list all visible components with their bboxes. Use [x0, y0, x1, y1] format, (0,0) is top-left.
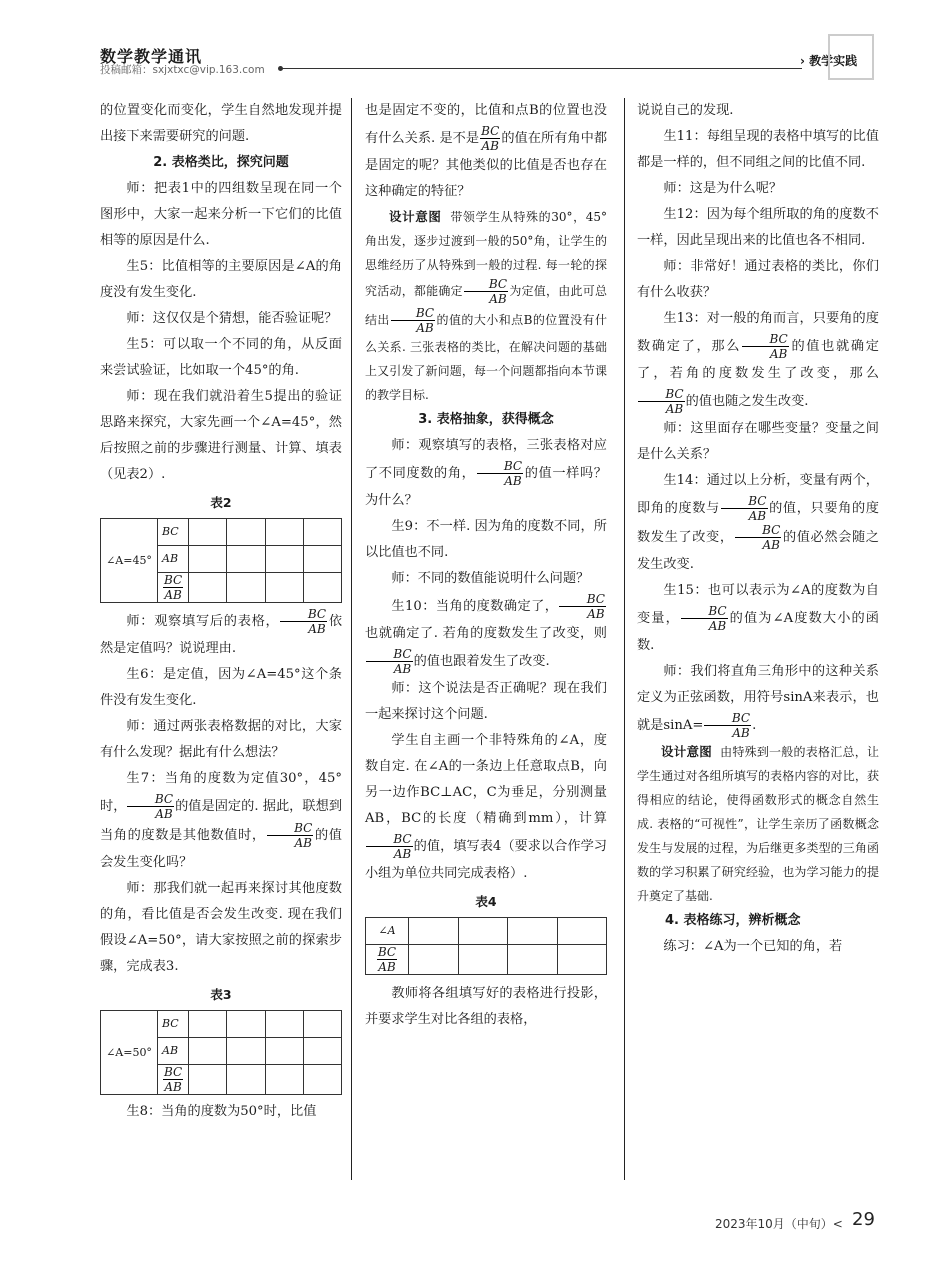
- journal-title: 数学教学通讯: [100, 47, 203, 66]
- fraction-bc-ab: $\frac{BC}{AB}$: [391, 306, 435, 335]
- table-angle-cell: ∠A: [366, 918, 409, 945]
- fraction-bc-ab: $\frac{BC}{AB}$: [681, 604, 728, 633]
- table-4: [365, 917, 607, 975]
- table-label-fraction: $\frac{BC}{AB}$: [158, 1065, 189, 1095]
- paragraph: 说说自己的发现.: [637, 103, 734, 118]
- table-label: BC: [158, 519, 189, 546]
- table-2-caption: 表2: [210, 495, 232, 510]
- table-label: AB: [158, 1038, 189, 1065]
- paragraph: 学生自主画一个非特殊角的∠A，度数自定. 在∠A的一条边上任意取点B，向另一边作BC⊥AC，C为垂足，分别测量AB，BC的长度（精确到mm），计算 $\frac{BC}{AB}$ 的值，填写表4（要求以合作学习小组为单位共同完成表格）.: [365, 733, 607, 881]
- header-rule: [282, 68, 802, 69]
- table-label: AB: [158, 546, 189, 573]
- paragraph: 师：那我们就一起再来探讨其他度数的角，看比值是否会发生改变. 现在我们假设∠A=50°，请大家按照之前的探索步骤，完成表3.: [100, 881, 342, 974]
- fraction-bc-ab: $\frac{BC}{AB}$: [481, 124, 500, 153]
- paragraph: 生7：当角的度数为定值30°，45°时， $\frac{BC}{AB}$ 的值是固定的. 据此，联想到当角的度数是其他数值时， $\frac{BC}{AB}$ 的值会发生变化吗？: [100, 771, 343, 870]
- paragraph: 师：观察填写的表格，三张表格对应了不同度数的角， $\frac{BC}{AB}$ 的值一样吗？为什么？: [365, 438, 607, 508]
- table-angle-cell: ∠A=50°: [101, 1011, 158, 1095]
- fraction-bc-ab: $\frac{BC}{AB}$: [559, 592, 606, 621]
- paragraph: 师：不同的数值能说明什么问题？: [391, 571, 590, 586]
- column-3: [637, 98, 879, 960]
- paragraph: 师：非常好！通过表格的类比，你们有什么收获？: [637, 259, 879, 300]
- page-number: 29: [852, 1209, 875, 1230]
- paragraph: 师：这里面存在哪些变量？变量之间是什么关系？: [637, 421, 879, 462]
- table-label: BC: [158, 1011, 189, 1038]
- section-heading-3: 3. 表格抽象，获得概念: [418, 412, 554, 427]
- paragraph: 师：这是为什么呢？: [663, 181, 783, 196]
- section-heading-4: 4. 表格练习，辨析概念: [665, 913, 801, 928]
- section-box-decoration: [828, 34, 874, 80]
- paragraph: 的位置变化而变化，学生自然地发现并提出接下来需要研究的问题.: [100, 103, 342, 144]
- paragraph: 也是固定不变的，比值和点B的位置也没有什么关系. 是不是 $\frac{BC}{AB}$ 的值在所有角中都是固定的呢？其他类似的比值是否也存在这种确定的特征？: [365, 103, 608, 199]
- paragraph: 生9：不一样. 因为角的度数不同，所以比值也不同.: [365, 519, 607, 560]
- design-intent-block: 设计意图 带领学生从特殊的30°，45°角出发，逐步过渡到一般的50°角，让学生的思维经历了从特殊到一般的过程. 每一轮的探究活动，都能确定 $\frac{BC}{AB}$ 为定值，由此可总结出 $\frac{BC}{AB}$ 的值的大小和点B的位置没有什么关系. 三张表格的类比，在解决问题的基础上又引发了新问题，每一个问题都指向本节课的教学目标.: [365, 209, 607, 402]
- fraction-bc-ab: $\frac{BC}{AB}$: [638, 387, 685, 416]
- submission-email: 投稿邮箱：sxjxtxc@vip.163.com: [100, 64, 265, 76]
- column-divider-1: [351, 98, 352, 1180]
- paragraph: 生13：对一般的角而言，只要角的度数确定了，那么 $\frac{BC}{AB}$ 的值也就确定了，若角的度数发生了改变，那么 $\frac{BC}{AB}$ 的值也随之发生改变.: [637, 311, 879, 416]
- table-angle-cell: ∠A=45°: [101, 519, 158, 603]
- section-heading-2: 2. 表格类比，探究问题: [153, 155, 289, 170]
- fraction-bc-ab: $\frac{BC}{AB}$: [267, 821, 314, 850]
- paragraph: 生6：是定值，因为∠A=45°这个条件没有发生变化.: [100, 667, 342, 708]
- fraction-bc-ab: $\frac{BC}{AB}$: [477, 459, 524, 488]
- section-label: › 教学实践: [800, 54, 858, 68]
- column-2: [365, 98, 607, 1033]
- table-label-fraction: $\frac{BC}{AB}$: [366, 945, 409, 975]
- paragraph: 练习：∠A为一个已知的角，若: [663, 939, 843, 954]
- paragraph: 生10：当角的度数确定了， $\frac{BC}{AB}$ 也就确定了. 若角的度数发生了改变，则 $\frac{BC}{AB}$ 的值也跟着发生了改变.: [365, 592, 607, 676]
- issue-date: 2023年10月（中旬）<: [715, 1217, 843, 1231]
- paragraph: 生14：通过以上分析，变量有两个，即角的度数与 $\frac{BC}{AB}$ 的值，只要角的度数发生了改变， $\frac{BC}{AB}$ 的值必然会随之发生改变.: [637, 473, 879, 572]
- fraction-bc-ab: $\frac{BC}{AB}$: [735, 523, 782, 552]
- fraction-bc-ab: $\frac{BC}{AB}$: [742, 332, 789, 361]
- paragraph: 师：通过两张表格数据的对比，大家有什么发现？据此有什么想法？: [100, 719, 342, 760]
- fraction-bc-ab: $\frac{BC}{AB}$: [366, 832, 413, 861]
- fraction-bc-ab: $\frac{BC}{AB}$: [280, 607, 327, 636]
- paragraph: 师：我们将直角三角形中的这种关系定义为正弦函数，用符号sinA来表示，也就是sinA= $\frac{BC}{AB}$ .: [637, 664, 879, 740]
- paragraph: 生11：每组呈现的表格中填写的比值都是一样的，但不同组之间的比值不同.: [637, 129, 879, 170]
- column-divider-2: [624, 98, 625, 1180]
- paragraph: 教师将各组填写好的表格进行投影，并要求学生对比各组的表格，: [365, 986, 607, 1027]
- fraction-bc-ab: $\frac{BC}{AB}$: [127, 792, 174, 821]
- paragraph: 师：这仅仅是个猜想，能否验证呢？: [126, 311, 338, 326]
- paragraph: 师：现在我们就沿着生5提出的验证思路来探究，大家先画一个∠A=45°，然后按照之前的步骤进行测量、计算、填表（见表2）.: [100, 389, 342, 482]
- table-3-caption: 表3: [210, 987, 232, 1002]
- column-1: [100, 98, 342, 1125]
- table-3: [100, 1010, 342, 1095]
- fraction-bc-ab: $\frac{BC}{AB}$: [366, 647, 413, 676]
- paragraph: 生8：当角的度数为50°时，比值: [126, 1104, 317, 1119]
- paragraph: 生5：比值相等的主要原因是∠A的角度没有发生变化.: [100, 259, 342, 300]
- fraction-bc-ab: $\frac{BC}{AB}$: [464, 277, 508, 306]
- fraction-bc-ab: $\frac{BC}{AB}$: [704, 711, 751, 740]
- paragraph: 师：把表1中的四组数呈现在同一个图形中，大家一起来分析一下它们的比值相等的原因是什么.: [100, 181, 342, 248]
- table-2: [100, 518, 342, 603]
- table-label-fraction: $\frac{BC}{AB}$: [158, 573, 189, 603]
- paragraph: 师：这个说法是否正确呢？现在我们一起来探讨这个问题.: [365, 681, 607, 722]
- design-intent-block: 设计意图 由特殊到一般的表格汇总，让学生通过对各组所填写的表格内容的对比，获得相应的结论，使得函数形式的概念自然生成. 表格的“可视性”，让学生亲历了函数概念发生与发展的过程，为后继更多类型的三角函数的学习积累了研究经验，也为学习能力的提升奠定了基础.: [637, 744, 879, 903]
- paragraph: 生12：因为每个组所取的角的度数不一样，因此呈现出来的比值也各不相同.: [637, 207, 879, 248]
- table-4-caption: 表4: [475, 894, 497, 909]
- paragraph: 师：观察填写后的表格， $\frac{BC}{AB}$ 依然是定值吗？说说理由.: [100, 607, 343, 656]
- paragraph: 生5：可以取一个不同的角，从反面来尝试验证，比如取一个45°的角.: [100, 337, 342, 378]
- paragraph: 生15：也可以表示为∠A的度数为自变量， $\frac{BC}{AB}$ 的值为∠A度数大小的函数.: [637, 583, 879, 653]
- fraction-bc-ab: $\frac{BC}{AB}$: [721, 494, 768, 523]
